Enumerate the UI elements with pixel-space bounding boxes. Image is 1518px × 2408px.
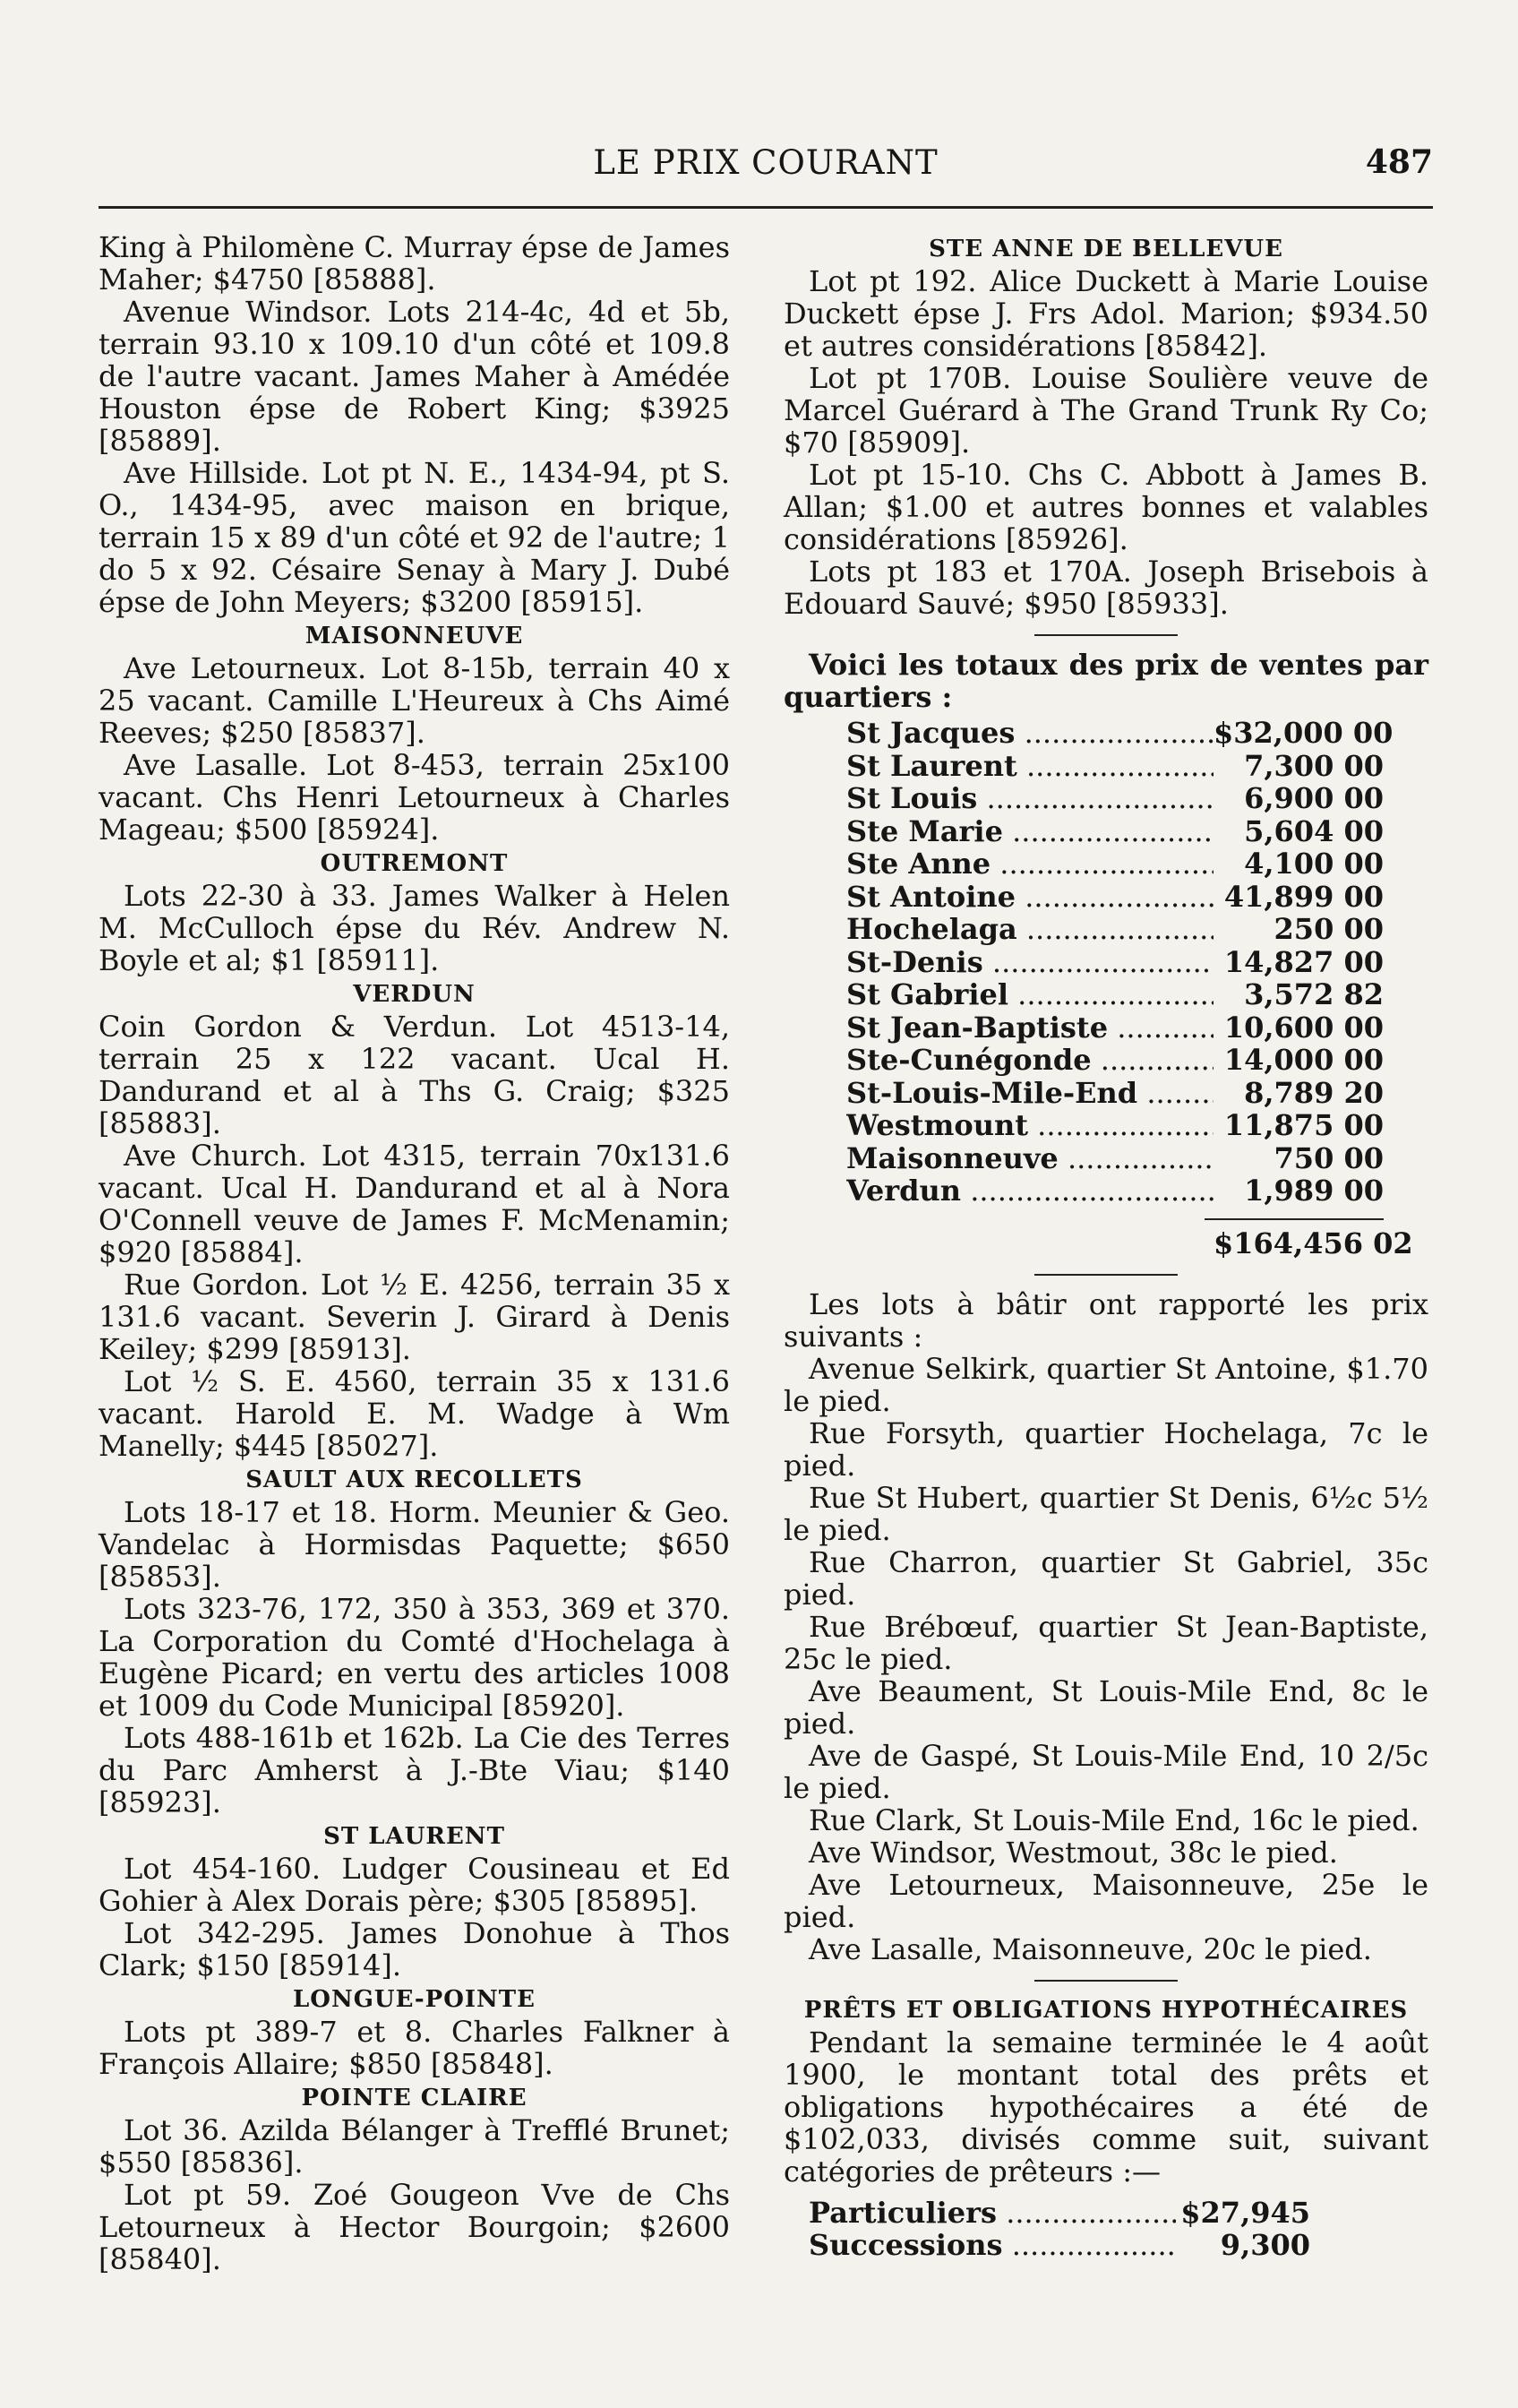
district-amount: 8,789 20: [1244, 1075, 1384, 1110]
section-heading-ste-anne-de-bellevue: STE ANNE DE BELLEVUE: [929, 236, 1283, 262]
grand-total-amount: $164,456 02: [1214, 1226, 1413, 1260]
section-heading-pointe-claire: POINTE CLAIRE: [301, 2085, 527, 2111]
totals-row: [846, 978, 1384, 1011]
district-name: Maisonneuve .....: [846, 1142, 1214, 1175]
section-heading-st-laurent: ST LAURENT: [323, 1823, 505, 1850]
lot-price: Rue St Hubert, quartier St Denis, 6½c 5½ le pied.: [784, 1481, 1428, 1547]
entry: Rue Gordon. Lot ½ E. 4256, terrain 35 x 131.6 vacant. Severin J. Girard à Denis Keiley; $299 [85913].: [99, 1268, 730, 1366]
totals-row: [846, 716, 1394, 750]
section-heading-maisonneuve: MAISONNEUVE: [304, 623, 524, 649]
entry: Lots 18-17 et 18. Horm. Meunier & Geo. Vandelac à Hormisdas Paquette; $650 [85853].: [99, 1495, 730, 1594]
district-name: Hochelaga .....: [846, 913, 1214, 946]
district-name: Verdun .....: [846, 1174, 1214, 1208]
divider: [1034, 1274, 1178, 1276]
journal-title: LE PRIX COURANT: [593, 143, 939, 182]
prets-intro: Pendant la semaine terminée le 4 août 1900, le montant total des prêts et obligations hypothécaires a été de $102,033, divisés comme suit, suivant catégories de prêteurs :—: [784, 2025, 1428, 2189]
totals-row: [846, 1044, 1384, 1077]
divider: [1034, 1980, 1178, 1982]
district-amount: 10,600 00: [1223, 1010, 1384, 1045]
section-heading-verdun: VERDUN: [353, 981, 476, 1008]
district-amount: 750 00: [1274, 1140, 1384, 1175]
district-amount: $32,000 00: [1214, 716, 1394, 750]
totals-row: [846, 1077, 1384, 1110]
entry: Lots pt 389-7 et 8. Charles Falkner à François Allaire; $850 [85848].: [99, 2015, 730, 2081]
section-heading-longue-pointe: LONGUE-POINTE: [293, 1986, 536, 2013]
entry: Lot pt 192. Alice Duckett à Marie Louise Duckett épse J. Frs Adol. Marion; $934.50 et autres considérations [85842].: [784, 264, 1428, 363]
entry: Ave Hillside. Lot pt N. E., 1434-94, pt S. O., 1434-95, avec maison en brique, terrain 15 x 89 d'un côté et 92 de l'autre; 1 do 5 x 92. Césaire Senay à Mary J. Dubé épse de John Meyers; $3200 [85915].: [99, 456, 730, 619]
district-amount: 3,572 82: [1244, 977, 1384, 1011]
lot-price: Rue Brébœuf, quartier St Jean-Baptiste, 25c le pied.: [784, 1610, 1428, 1676]
totals-row: [846, 1011, 1384, 1045]
totals-row: [846, 1109, 1384, 1142]
totals-row: [846, 782, 1384, 815]
district-name: St Gabriel .....: [846, 978, 1214, 1011]
district-name: St-Denis .....: [846, 946, 1214, 979]
district-name: Ste Anne .....: [846, 847, 1214, 881]
district-amount: 7,300 00: [1244, 748, 1384, 783]
totals-row: [846, 750, 1384, 783]
entry: Ave Church. Lot 4315, terrain 70x131.6 vacant. Ucal H. Dandurand et al à Nora O'Connell veuve de James F. McMenamin; $920 [85884].: [99, 1139, 730, 1269]
entry: Ave Letourneux. Lot 8-15b, terrain 40 x 25 vacant. Camille L'Heureux à Chs Aimé Reeves; $250 [85837].: [99, 651, 730, 750]
lot-price: Rue Charron, quartier St Gabriel, 35c pied.: [784, 1545, 1428, 1612]
lot-price: Avenue Selkirk, quartier St Antoine, $1.70 le pied.: [784, 1352, 1428, 1418]
lot-price: Rue Forsyth, quartier Hochelaga, 7c le pied.: [784, 1416, 1428, 1483]
entry: Lot ½ S. E. 4560, terrain 35 x 131.6 vacant. Harold E. M. Wadge à Wm Manelly; $445 [85027].: [99, 1364, 730, 1463]
right-column: [784, 231, 1428, 2261]
page-number: 487: [1365, 143, 1433, 181]
totals-row: [846, 946, 1384, 979]
district-amount: 6,900 00: [1244, 781, 1384, 815]
entry: Lot 36. Azilda Bélanger à Trefflé Brunet; $550 [85836].: [99, 2113, 730, 2180]
prets-row: [809, 2229, 1310, 2261]
grand-total: [846, 1226, 1413, 1260]
district-amount: 1,989 00: [1244, 1174, 1384, 1208]
district-name: St-Louis-Mile-End .....: [846, 1077, 1214, 1110]
district-name: St Jacques .....: [846, 717, 1214, 750]
totals-row: [846, 1174, 1384, 1208]
district-amount: 14,827 00: [1223, 944, 1384, 979]
totals-row: [846, 1142, 1384, 1175]
lot-price: Rue Clark, St Louis-Mile End, 16c le pied.: [809, 1803, 1419, 1837]
district-amount: 250 00: [1274, 912, 1384, 946]
district-name: Ste Marie .....: [846, 815, 1214, 848]
totals-row: [846, 847, 1384, 881]
entry: Lot 454-160. Ludger Cousineau et Ed Gohier à Alex Dorais père; $305 [85895].: [99, 1852, 730, 1918]
total-rule: [1205, 1218, 1384, 1220]
district-name: Westmount .....: [846, 1109, 1214, 1142]
district-name: St Louis .....: [846, 782, 1214, 815]
left-column: [99, 231, 730, 2275]
divider: [1034, 634, 1178, 636]
district-name: St Antoine .....: [846, 881, 1214, 914]
lender-category: Particuliers .....: [809, 2197, 1176, 2229]
section-heading-outremont: OUTREMONT: [320, 850, 509, 877]
section-heading-sault-aux-recollets: SAULT AUX RECOLLETS: [245, 1466, 583, 1493]
lot-price: Ave Windsor, Westmout, 38c le pied.: [809, 1836, 1338, 1870]
entry: Lot pt 15-10. Chs C. Abbott à James B. Allan; $1.00 et autres bonnes et valables considérations [85926].: [784, 458, 1428, 556]
entry: King à Philomène C. Murray épse de James Maher; $4750 [85888].: [99, 230, 730, 297]
prets-table: [809, 2197, 1310, 2261]
district-name: St Jean-Baptiste .....: [846, 1011, 1214, 1045]
totals-row: [846, 913, 1384, 946]
entry: Coin Gordon & Verdun. Lot 4513-14, terrain 25 x 122 vacant. Ucal H. Dandurand et al à Ths G. Craig; $325 [85883].: [99, 1010, 730, 1140]
entry: Lot pt 170B. Louise Soulière veuve de Marcel Guérard à The Grand Trunk Ry Co; $70 [85909].: [784, 361, 1428, 460]
lot-price: Ave Beaument, St Louis-Mile End, 8c le pied.: [784, 1674, 1428, 1741]
totals-intro: Voici les totaux des prix de ventes par quartiers :: [784, 648, 1428, 714]
entry: Lots 323-76, 172, 350 à 353, 369 et 370. La Corporation du Comté d'Hochelaga à Eugène Picard; en vertu des articles 1008 et 1009 du Code Municipal [85920].: [99, 1592, 730, 1723]
entry: Lots pt 183 et 170A. Joseph Brisebois à Edouard Sauvé; $950 [85933].: [784, 555, 1428, 621]
entry: Lot pt 59. Zoé Gougeon Vve de Chs Letourneux à Hector Bourgoin; $2600 [85840].: [99, 2178, 730, 2276]
lender-category: Successions .....: [809, 2229, 1176, 2261]
page-header: [99, 143, 1433, 188]
lender-amount: 9,300: [1220, 2228, 1310, 2262]
entry: Lots 488-161b et 162b. La Cie des Terres du Parc Amherst à J.-Bte Viau; $140 [85923].: [99, 1721, 730, 1819]
district-amount: 11,875 00: [1223, 1108, 1384, 1142]
totals-table: [846, 716, 1413, 1260]
district-amount: 41,899 00: [1223, 879, 1384, 914]
district-name: Ste-Cunégonde .....: [846, 1044, 1214, 1077]
section-heading-prets: PRÊTS ET OBLIGATIONS HYPOTHÉCAIRES: [803, 1997, 1409, 2024]
entry: Avenue Windsor. Lots 214-4c, 4d et 5b, terrain 93.10 x 109.10 d'un côté et 109.8 de l'autre vacant. James Maher à Amédée Houston épse de Robert King; $3925 [85889].: [99, 295, 730, 458]
lots-intro: Les lots à bâtir ont rapporté les prix suivants :: [784, 1287, 1428, 1354]
district-name: St Laurent .....: [846, 750, 1214, 783]
totals-row: [846, 815, 1384, 848]
district-amount: 14,000 00: [1223, 1043, 1384, 1077]
lender-amount: $27,945: [1180, 2196, 1310, 2230]
lot-price: Ave de Gaspé, St Louis-Mile End, 10 2/5c le pied.: [784, 1739, 1428, 1805]
header-rule: [99, 206, 1433, 209]
entry: Lot 342-295. James Donohue à Thos Clark; $150 [85914].: [99, 1916, 730, 1982]
district-amount: 5,604 00: [1244, 813, 1384, 848]
prets-row: [809, 2197, 1310, 2229]
lot-price: Ave Lasalle, Maisonneuve, 20c le pied.: [809, 1932, 1372, 1966]
district-amount: 4,100 00: [1244, 847, 1384, 881]
totals-row: [846, 881, 1384, 914]
entry: Ave Lasalle. Lot 8-453, terrain 25x100 vacant. Chs Henri Letourneux à Charles Mageau; $500 [85924].: [99, 748, 730, 847]
lot-price: Ave Letourneux, Maisonneuve, 25e le pied.: [784, 1868, 1428, 1934]
entry: Lots 22-30 à 33. James Walker à Helen M. McCulloch épse du Rév. Andrew N. Boyle et al; $1 [85911].: [99, 879, 730, 977]
